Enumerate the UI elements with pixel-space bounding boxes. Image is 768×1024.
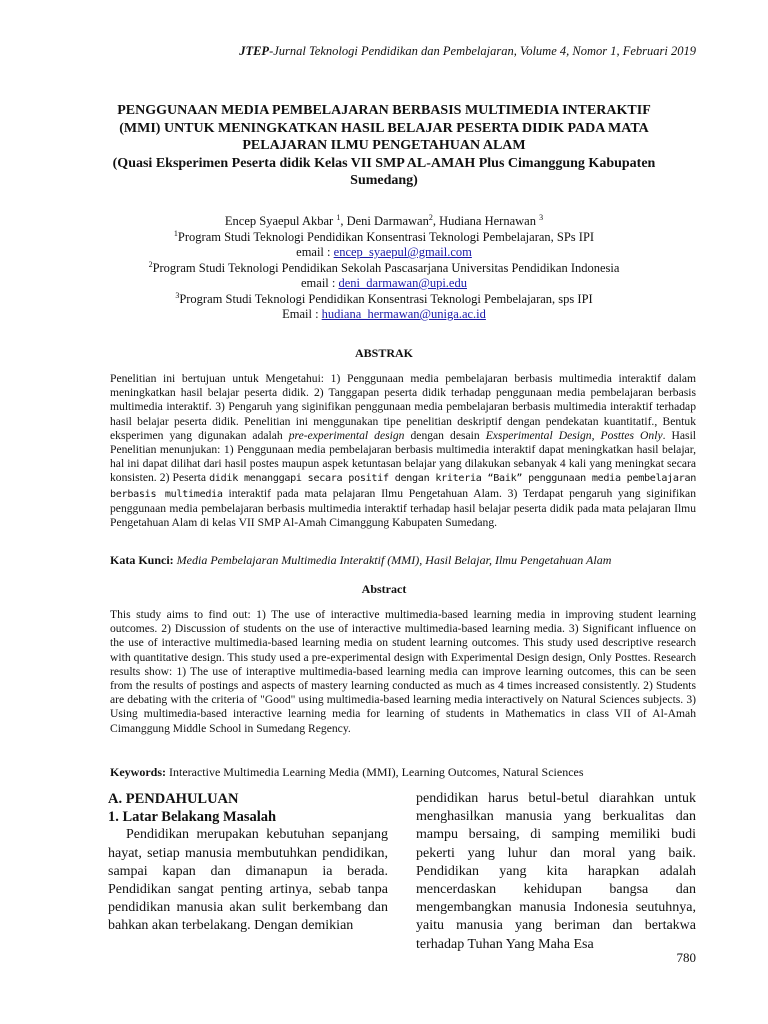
journal-abbr: JTEP bbox=[239, 44, 270, 58]
abstrak-paragraph bbox=[110, 372, 696, 530]
email-3-line bbox=[90, 307, 678, 323]
author-2: , Deni Darmawan bbox=[340, 214, 429, 228]
journal-header bbox=[239, 44, 696, 59]
abstrak-italic-1: pre-experimental design bbox=[288, 428, 405, 442]
abstrak-italic-2: Exsperimental Design, Posttes Only bbox=[485, 428, 663, 442]
email-2-line bbox=[90, 276, 678, 292]
affiliation-2-text: Program Studi Teknologi Pendidikan Sekolah Pascasarjana Universitas Pendidikan Indonesia bbox=[152, 260, 620, 275]
paper-title bbox=[100, 102, 668, 190]
affiliation-3-sup: 3 bbox=[175, 290, 180, 300]
kata-kunci-label: Kata Kunci: bbox=[110, 553, 174, 567]
email-3-label: Email : bbox=[282, 307, 322, 321]
abstrak-text-2: dengan desain bbox=[404, 428, 486, 442]
kata-kunci bbox=[110, 553, 696, 568]
author-2-sup: 2 bbox=[428, 212, 433, 222]
keywords-label: Keywords: bbox=[110, 765, 166, 779]
journal-header-rest: -Jurnal Teknologi Pendidikan dan Pembelajaran, Volume 4, Nomor 1, Februari 2019 bbox=[269, 44, 696, 58]
email-2-label: email : bbox=[301, 276, 339, 290]
keywords-text: Interactive Multimedia Learning Media (MMI), Learning Outcomes, Natural Sciences bbox=[166, 765, 584, 779]
email-1-line bbox=[90, 245, 678, 261]
abstrak-text-3: . Hasil Penelitian menunjukan: 1) Penggunaan media pembelajaran berbasis multimedia interaktif dapat meningkatkan hasil belajar, hal ini dapat dilihat dari hasil postes maupun aspek ketuntasan belajar yang dilakukan sebanyak 4 kali yang meningkat secara konsisten. 2) Peserta bbox=[110, 428, 697, 485]
abstract-paragraph: This study aims to find out: 1) The use of interactive multimedia-based learning media in improving student learning outcomes. 2) Discussion of students on the use of interactive multimedia-based learning media. 3) Significant influence on the use of interactive multimedia-based learning media on student learning outcomes. This study used descriptive research with quantitative design. This study used a pre-experimental design with Experimental Design design, Only Posttes. Research results show: 1) The use of interaptive multimedia-based learning media can improve learning outcomes, this can be seen from the results of postings and aspects of mastery learning conducted as much as 4 times increased consistently. 2) Students are debating with the criteria of "Good" using multimedia-based learning media interactively on Natural Sciences subjects. 3) Using multimedia-based interactive learning media for learning of students in Mathematics in class VII of Al-Amah Cimanggung Middle School in Sumedang Regency. bbox=[110, 608, 696, 735]
body-column-left bbox=[108, 790, 388, 936]
email-1-link[interactable]: encep_syaepul@gmail.com bbox=[333, 245, 472, 259]
body-paragraph-left: Pendidikan merupakan kebutuhan sepanjang hayat, setiap manusia membutuhkan pendidikan, sampai kapan dan dimanapun ia berada. Pendidikan sangat penting artinya, sebab tanpa pendidikan manusia akan sulit berkembang dan bahkan akan terbelakang. Dengan demikian bbox=[108, 827, 388, 934]
subsection-heading: 1. Latar Belakang Masalah bbox=[108, 809, 277, 826]
abstrak-text-4: interaktif pada mata pelajaran Ilmu Pengetahuan Alam. 3) Terdapat pengaruh yang siginifikan penggunaan media pembelajaran berbasis multimedia interaktif terhadap hasil belajar peserta didik pada mata pelajaran Ilmu Pengetahuan Alam di kelas VII SMP Al-Amah Cimanggung Kabupaten Sumedang. bbox=[110, 486, 696, 530]
author-1: Encep Syaepul Akbar bbox=[224, 214, 337, 228]
affiliation-2 bbox=[90, 261, 678, 277]
abstrak-text-1: Penelitian ini bertujuan untuk Mengetahui: 1) Penggunaan media pembelajaran berbasis multimedia interaktif dalam meningkatkan hasil belajar peserta didik. 2) Tanggapan peserta didik terhadap penggunaan media pembelajaran berbasis multimedia interaktif. 3) Pengaruh yang siginifikan penggunaan media pembelajaran berbasis multimedia interaktif terhadap hasil belajar peserta didik. Penelitian ini menggunakan tipe penelitian deskriptif dengan pendekatan kuantitatif., Bentuk eksperimen yang digunakan adalah bbox=[110, 372, 696, 442]
affiliation-1 bbox=[90, 230, 678, 246]
affiliation-2-sup: 2 bbox=[148, 259, 153, 269]
author-1-sup: 1 bbox=[336, 212, 341, 222]
affiliation-3 bbox=[90, 292, 678, 308]
affiliation-1-sup: 1 bbox=[173, 228, 178, 238]
section-heading: A. PENDAHULUAN bbox=[108, 791, 239, 807]
affiliation-1-text: Program Studi Teknologi Pendidikan Konsentrasi Teknologi Pembelajaran, SPs IPI bbox=[177, 229, 595, 244]
title-main: PENGGUNAAN MEDIA PEMBELAJARAN BERBASIS MULTIMEDIA INTERAKTIF (MMI) UNTUK MENINGKATKAN HASIL BELAJAR PESERTA DIDIK PADA MATA PELAJARAN ILMU PENGETAHUAN ALAM bbox=[117, 103, 651, 153]
author-3: , Hudiana Hernawan bbox=[432, 214, 540, 228]
page-number: 780 bbox=[676, 950, 696, 965]
abstrak-heading: ABSTRAK bbox=[354, 346, 413, 360]
body-column-right bbox=[416, 790, 696, 954]
email-3-link[interactable]: hudiana_hermawan@uniga.ac.id bbox=[321, 307, 486, 321]
author-block bbox=[90, 214, 678, 323]
body-paragraph-right: pendidikan harus betul-betul diarahkan untuk menghasilkan manusia yang berkualitas dan mampu bersaing, di samping memiliki budi pekerti yang luhur dan moral yang baik. Pendidikan yang kita harapkan adalah mencerdaskan kehidupan bangsa dan mengembangkan manusia Indonesia seutuhnya, yaitu manusia yang beriman dan bertakwa terhadap Tuhan Yang Maha Esa bbox=[416, 791, 696, 952]
email-2-link[interactable]: deni_darmawan@upi.edu bbox=[338, 276, 467, 290]
author-names bbox=[90, 214, 678, 230]
keywords bbox=[110, 765, 696, 780]
abstrak-mono-text: didik menanggapi secara positif dengan kriteria “Baik” penggunaan media pembelajaran berbasis multimedia bbox=[110, 473, 697, 500]
kata-kunci-text: Media Pembelajaran Multimedia Interaktif (MMI), Hasil Belajar, Ilmu Pengetahuan Alam bbox=[173, 553, 612, 567]
email-1-label: email : bbox=[296, 245, 334, 259]
affiliation-3-text: Program Studi Teknologi Pendidikan Konsentrasi Teknologi Pembelajaran, sps IPI bbox=[179, 291, 593, 306]
abstract-heading: Abstract bbox=[361, 582, 407, 596]
author-3-sup: 3 bbox=[539, 212, 544, 222]
title-subtitle: (Quasi Eksperimen Peserta didik Kelas VII SMP AL-AMAH Plus Cimanggung Kabupaten Sumedang) bbox=[112, 155, 656, 188]
